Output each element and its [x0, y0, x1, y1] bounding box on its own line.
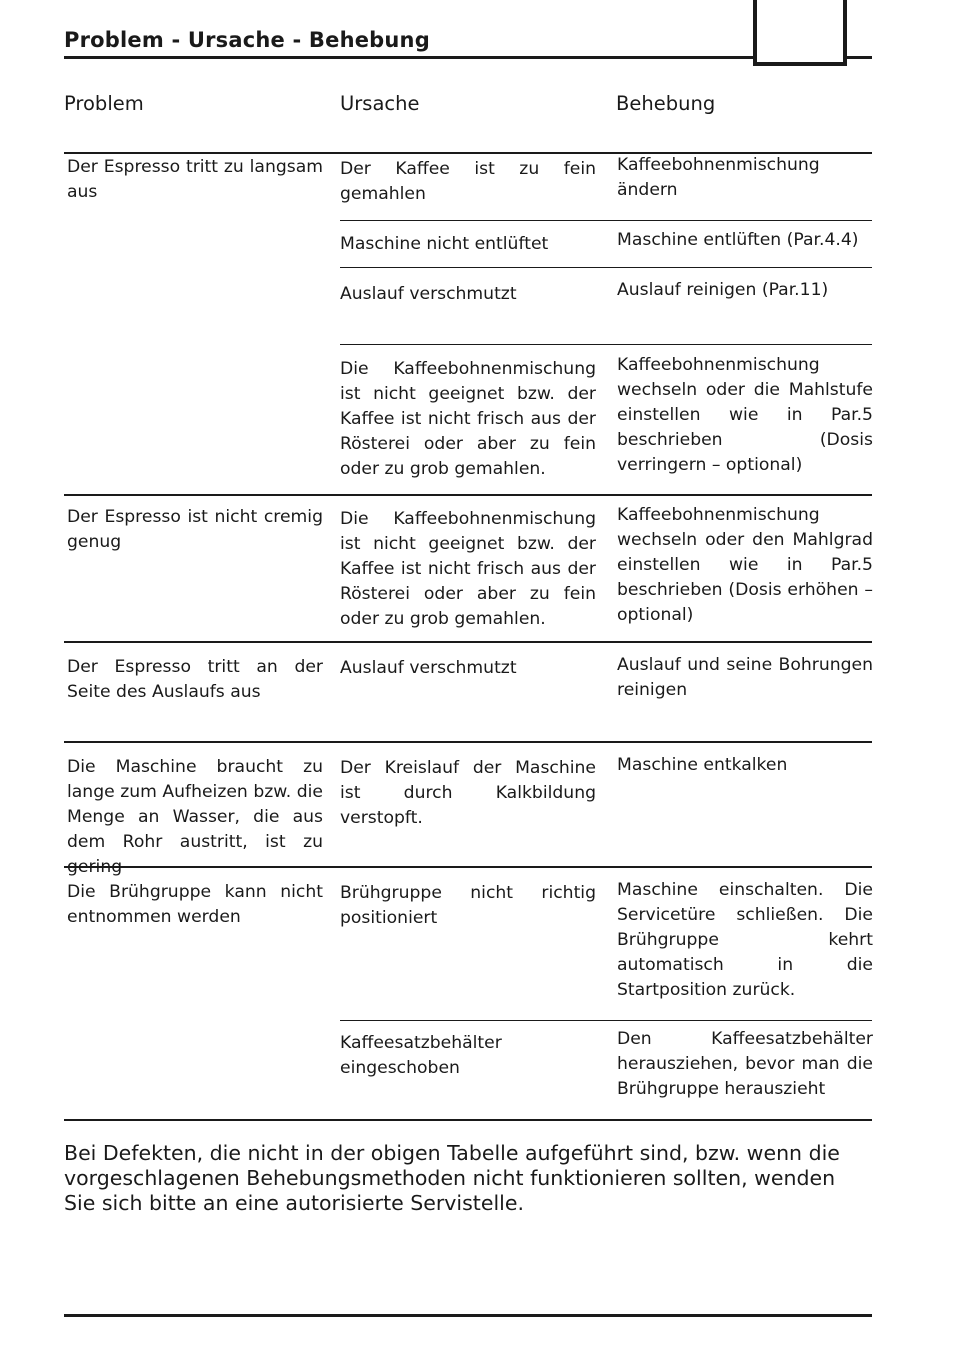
row-divider [64, 494, 872, 496]
solution-cell: Auslauf reinigen (Par.11) [617, 280, 829, 300]
solution-cell: Kaffeebohnenmischung wechseln oder den Mahlgrad einstellen wie in Par.5 beschrieben (Dosis erhöhen – optional) [617, 505, 873, 625]
cause-cell: Maschine nicht entlüftet [340, 234, 549, 254]
cause-cell: Die Kaffeebohnenmischung ist nicht geeignet bzw. der Kaffee ist nicht frisch aus der Rösterei oder aber zu fein oder zu grob gemahlen. [340, 509, 596, 629]
page-tab-marker [753, 0, 847, 66]
row-divider [340, 220, 872, 221]
bottom-rule [64, 1314, 872, 1317]
solution-cell: Auslauf und seine Bohrungen reinigen [617, 655, 873, 700]
row-divider [64, 641, 872, 643]
solution-cell: Maschine entkalken [617, 755, 788, 775]
cause-cell: Die Kaffeebohnenmischung ist nicht geeignet bzw. der Kaffee ist nicht frisch aus der Rösterei oder aber zu fein oder zu grob gemahlen. [340, 359, 596, 479]
solution-cell: Maschine einschalten. Die Servicetüre schließen. Die Brühgruppe kehrt automatisch in die Startposition zurück. [617, 880, 873, 1000]
problem-cell: Der Espresso tritt zu langsam aus [67, 157, 323, 202]
table-bottom-rule [64, 1119, 872, 1121]
cause-cell: Auslauf verschmutzt [340, 658, 517, 678]
cause-cell: Kaffeesatzbehälter eingeschoben [340, 1033, 502, 1078]
solution-cell: Den Kaffeesatzbehälter herausziehen, bevor man die Brühgruppe herauszieht [617, 1029, 873, 1099]
cause-cell: Der Kreislauf der Maschine ist durch Kalkbildung verstopft. [340, 758, 596, 828]
cause-cell: Auslauf verschmutzt [340, 284, 517, 304]
cause-cell: Der Kaffee ist zu fein gemahlen [340, 159, 596, 204]
row-divider [340, 1020, 872, 1021]
solution-cell: Kaffeebohnenmischung wechseln oder die Mahlstufe einstellen wie in Par.5 beschrieben (Dosis verringern – optional) [617, 355, 873, 475]
row-divider [64, 741, 872, 743]
solution-cell: Maschine entlüften (Par.4.4) [617, 230, 859, 250]
page-title: Problem - Ursache - Behebung [64, 28, 430, 52]
row-divider [340, 344, 872, 345]
solution-cell: Kaffeebohnenmischung ändern [617, 155, 820, 200]
cause-cell: Brühgruppe nicht richtig positioniert [340, 883, 596, 928]
column-header-problem: Problem [64, 92, 144, 115]
problem-cell: Die Maschine braucht zu lange zum Aufheizen bzw. die Menge an Wasser, die aus dem Rohr austritt, ist zu gering [67, 757, 323, 877]
column-header-cause: Ursache [340, 92, 420, 115]
header-rule [64, 56, 872, 59]
problem-cell: Die Brühgruppe kann nicht entnommen werden [67, 882, 323, 927]
problem-cell: Der Espresso tritt an der Seite des Auslaufs aus [67, 657, 323, 702]
column-header-solution: Behebung [616, 92, 716, 115]
problem-cell: Der Espresso ist nicht cremig genug [67, 507, 323, 552]
row-divider [340, 267, 872, 268]
footer-note: Bei Defekten, die nicht in der obigen Tabelle aufgeführt sind, bzw. wenn die vorgeschlagenen Behebungsmethoden nicht funktionieren sollten, wenden Sie sich bitte an eine autorisierte Servistelle. [64, 1141, 840, 1215]
